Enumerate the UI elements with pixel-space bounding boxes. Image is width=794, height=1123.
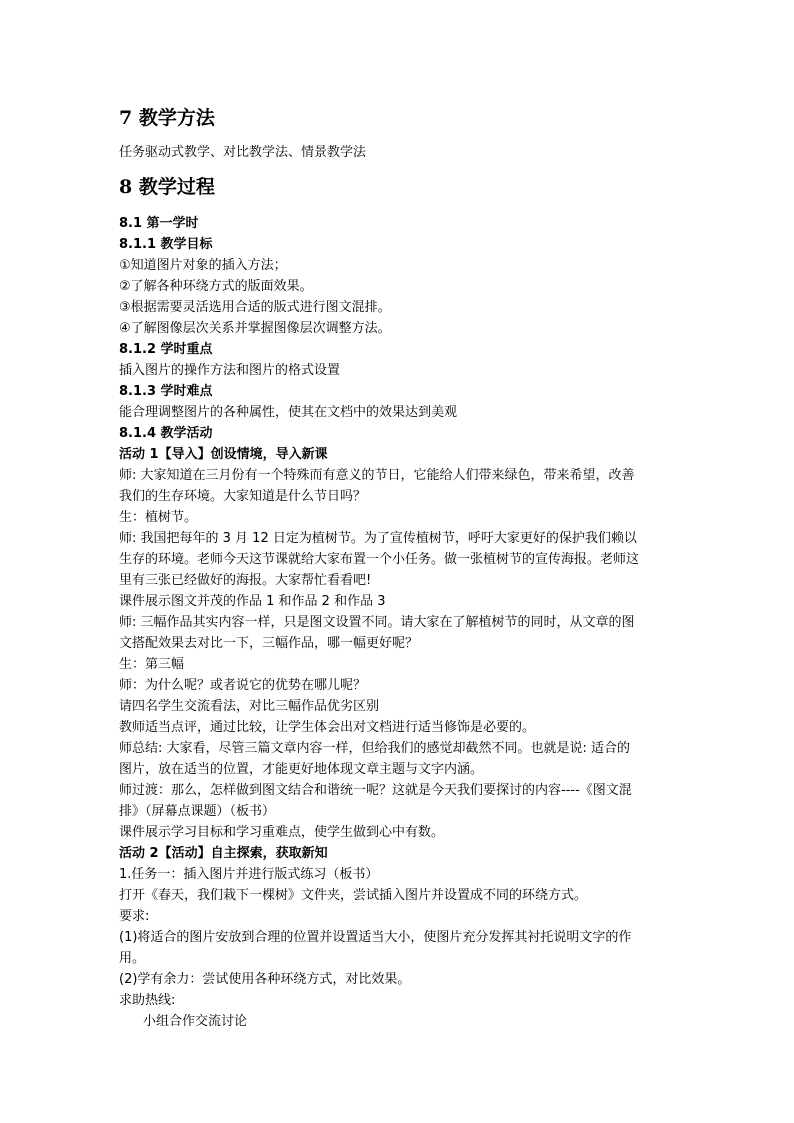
- activity-1-line: 课件展示学习目标和学习重难点，使学生做到心中有数。: [119, 825, 445, 840]
- key-point-text: 插入图片的操作方法和图片的格式设置: [119, 363, 341, 378]
- activity-1-line: 师: 三幅作品其实内容一样，只是图文设置不同。请大家在了解植树节的同时，从文章的图: [119, 615, 635, 630]
- goal-item: ④了解图像层次关系并掌握图像层次调整方法。: [119, 321, 391, 336]
- activity-2-indented-line: 小组合作交流讨论: [143, 1014, 248, 1029]
- activity-1-line: 师: 大家知道在三月份有一个特殊而有意义的节日，它能给人们带来绿色，带来希望，改善: [119, 468, 635, 483]
- activity-2-line: (1)将适合的图片安放到合理的位置并设置适当大小，使图片充分发挥其衬托说明文字的作: [119, 930, 632, 945]
- difficulty-text: 能合理调整图片的各种属性，使其在文档中的效果达到美观: [119, 405, 458, 420]
- activity-1-line: 课件展示图文并茂的作品 1 和作品 2 和作品 3: [119, 594, 386, 609]
- activity-1-line: 生：第三幅: [119, 657, 185, 672]
- goal-item: ①知道图片对象的插入方法；: [119, 258, 287, 273]
- activity-1-line: 请四名学生交流看法，对比三幅作品优劣区别: [119, 699, 380, 714]
- activity-2-line: 要求:: [119, 909, 150, 924]
- heading-8-1-1: 8.1.1 教学目标: [119, 237, 213, 252]
- activity-2-line: 1.任务一：插入图片并进行版式练习（板书）: [119, 867, 379, 882]
- heading-8-1: 8.1 第一学时: [119, 216, 199, 231]
- document-page: [119, 100, 679, 1032]
- activity-1-line: 师总结: 大家看，尽管三篇文章内容一样，但给我们的感觉却截然不同。也就是说: 适合的: [119, 741, 631, 756]
- activity-2-line: 打开《春天，我们栽下一棵树》文件夹，尝试插入图片并设置成不同的环绕方式。: [119, 888, 588, 903]
- activity-1-line: 师过渡：那么，怎样做到图文结合和谐统一呢？这就是今天我们要探讨的内容----《图文混: [119, 783, 632, 798]
- heading-8-1-4: 8.1.4 教学活动: [119, 426, 213, 441]
- heading-8-1-3: 8.1.3 学时难点: [119, 384, 213, 399]
- activity-1-line: 排》（屏幕点课题）（板书）: [119, 804, 276, 819]
- goal-item: ②了解各种环绕方式的版面效果。: [119, 279, 313, 294]
- activity-1-line: 生存的环境。老师今天这节课就给大家布置一个小任务。做一张植树节的宣传海报。老师这: [119, 552, 640, 567]
- activity-2-title: 活动 2【活动】自主探索，获取新知: [119, 846, 328, 861]
- activity-1-line: 教师适当点评，通过比较，让学生体会出对文档进行适当修饰是必要的。: [119, 720, 536, 735]
- goal-item: ③根据需要灵活选用合适的版式进行图文混排。: [119, 300, 391, 315]
- activity-1-line: 里有三张已经做好的海报。大家帮忙看看吧!: [119, 573, 372, 588]
- activity-1-line: 师: 我国把每年的 3 月 12 日定为植树节。为了宣传植树节，呼吁大家更好的保护我们赖以: [119, 531, 637, 546]
- section-7-body: 任务驱动式教学、对比教学法、情景教学法: [119, 145, 367, 160]
- activity-1-title: 活动 1【导入】创设情境，导入新课: [119, 447, 328, 462]
- activity-1-line: 图片，放在适当的位置，才能更好地体现文章主题与文字内涵。: [119, 762, 484, 777]
- activity-2-line: (2)学有余力：尝试使用各种环绕方式，对比效果。: [119, 972, 411, 987]
- activity-1-line: 我们的生存环境。大家知道是什么节日吗？: [119, 489, 367, 504]
- activity-2-line: 求助热线:: [119, 993, 176, 1008]
- heading-8-1-2: 8.1.2 学时重点: [119, 342, 213, 357]
- section-8-title: 8 教学过程: [119, 176, 215, 198]
- activity-1-line: 文搭配效果去对比一下，三幅作品，哪一幅更好呢？: [119, 636, 419, 651]
- activity-1-line: 师：为什么呢？或者说它的优势在哪儿呢？: [119, 678, 367, 693]
- activity-2-line: 用。: [119, 951, 146, 966]
- activity-1-line: 生：植树节。: [119, 510, 198, 525]
- section-7-title: 7 教学方法: [119, 107, 215, 129]
